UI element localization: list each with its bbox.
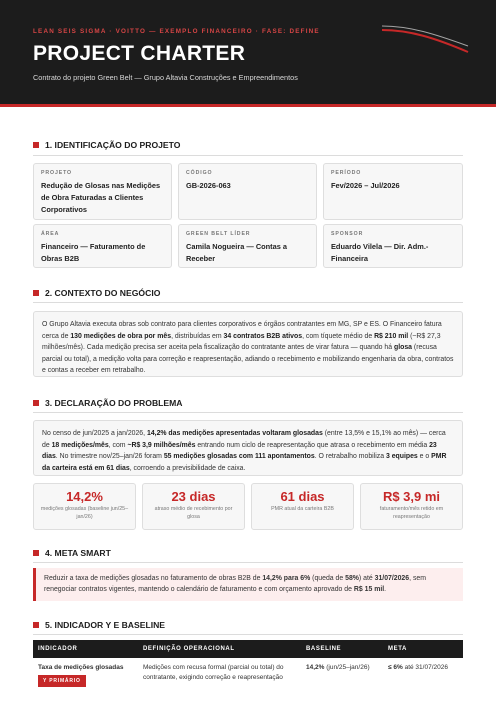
body-text: Reduzir a taxa de medições glosadas no faturamento de obras B2B de — [44, 575, 263, 582]
card-value: GB-2026-063 — [186, 181, 231, 190]
baseline-period: (jun/25–jan/26) — [324, 664, 370, 671]
card-label: SPONSOR — [331, 231, 364, 237]
card-label: PERÍODO — [331, 170, 362, 176]
body-text: entrando num ciclo de reapresentação que atrasa o recebimento em média — [195, 441, 430, 449]
emphasis-text: ~R$ 3,9 milhões/mês — [127, 441, 196, 449]
table-row — [33, 658, 463, 692]
section-title-text: 1. IDENTIFICAÇÃO DO PROJETO — [45, 140, 181, 150]
section-title-text: 5. INDICADOR Y E BASELINE — [45, 620, 166, 630]
indicator-name: Taxa de medições glosadas — [38, 664, 124, 671]
body-text: (recusa parcial ou total), a medição volta para correção e reapresentação, adiando o recebimento e mobilizando engenharia da obra, contratos e contas a receber em retrabalho. — [42, 344, 454, 375]
emphasis-text: 14,2% para 6% — [262, 575, 311, 582]
kpi-card-delay — [142, 483, 245, 530]
kpi-caption: atraso médio de recebimento por glosa — [154, 506, 233, 520]
body-text: . O retrabalho mobiliza — [314, 453, 386, 461]
section-title-text: 2. CONTEXTO DO NEGÓCIO — [45, 288, 161, 298]
section-marker-icon — [33, 290, 39, 296]
emphasis-text: 18 medições/mês — [51, 441, 109, 449]
body-text: (~R$ 27,3 milhões/mês). Cada medição precisa ser aceita pela fiscalização do contratante antes de virar fatura — quando há — [42, 332, 441, 352]
card-periodo — [323, 163, 463, 220]
goal-deadline: até 31/07/2026 — [402, 664, 448, 671]
kpi-card-retained — [360, 483, 463, 530]
kpi-caption: medições glosadas (baseline jun/25–jan/26) — [40, 506, 129, 520]
card-projeto — [33, 163, 172, 220]
card-value: Fev/2026 – Jul/2026 — [331, 181, 400, 190]
emphasis-text: 130 medições de obra por mês — [70, 332, 172, 340]
kpi-caption: faturamento/mês retido em reapresentação — [379, 506, 444, 520]
table-cell-indicator — [33, 658, 138, 692]
section-marker-icon — [33, 400, 39, 406]
emphasis-text: R$ 15 mil — [353, 586, 385, 593]
body-text: No censo de jun/2025 a jan/2026, — [42, 430, 147, 437]
page-title: PROJECT CHARTER — [33, 42, 246, 65]
card-label: PROJETO — [41, 170, 72, 176]
body-text: , com tíquete médio de — [302, 332, 375, 340]
card-value: Redução de Glosas nas Medições de Obra Faturadas a Clientes Corporativos — [41, 181, 161, 214]
card-green-belt — [178, 224, 317, 268]
table-cell-baseline — [301, 658, 383, 692]
kpi-card-pmr — [251, 483, 354, 530]
body-text: (queda de — [310, 575, 346, 582]
kpi-value: 61 dias — [280, 489, 325, 504]
decorative-curve-icon — [380, 24, 470, 54]
card-value: Camila Nogueira — Contas a Receber — [186, 242, 288, 263]
body-text: , distribuídas em — [171, 332, 224, 340]
body-text: , sem renegociar contratos vigentes, mantendo o calendário de faturamento e com orçamento aprovado de — [44, 575, 426, 593]
card-label: CÓDIGO — [186, 170, 213, 176]
body-text: . No trimestre nov/25–jan/26 foram — [55, 453, 164, 461]
table-header-definicao: DEFINIÇÃO OPERACIONAL — [138, 640, 301, 658]
section-title-goal — [33, 548, 111, 558]
body-text: (entre 13,5% e 15,1% ao mês) — cerca de — [42, 430, 446, 449]
kpi-caption: PMR atual da carteira B2B — [271, 506, 334, 512]
section-title-text: 3. DECLARAÇÃO DO PROBLEMA — [45, 398, 183, 408]
kpi-value: 23 dias — [171, 489, 216, 504]
problem-paragraph — [33, 420, 463, 476]
emphasis-text: R$ 210 mil — [374, 332, 409, 340]
section-title-context — [33, 288, 160, 298]
table-cell-definition: Medições com recusa formal (parcial ou total) do contratante, exigindo correção e reapresentação — [143, 664, 284, 681]
body-text: e o — [417, 453, 432, 461]
page-subtitle: Contrato do projeto Green Belt — Grupo Altavia Construções e Empreendimentos — [33, 73, 298, 82]
kpi-card-glosa-rate — [33, 483, 136, 530]
indicator-table — [33, 640, 463, 692]
section-divider — [33, 634, 463, 635]
section-title-indicator — [33, 620, 165, 630]
section-title-identification — [33, 140, 180, 150]
table-cell-goal — [383, 658, 463, 692]
card-value: Eduardo Vilela — Dir. Adm.-Financeira — [331, 242, 429, 263]
section-title-text: 4. META SMART — [45, 548, 111, 558]
goal-value: ≤ 6% — [388, 664, 403, 671]
header-accent-line — [0, 104, 496, 107]
emphasis-text: 14,2% das medições apresentadas voltaram glosadas — [146, 430, 323, 437]
table-header-meta: META — [383, 640, 463, 658]
kpi-value: 14,2% — [66, 489, 103, 504]
baseline-value: 14,2% — [306, 664, 325, 671]
section-divider — [33, 562, 463, 563]
emphasis-text: glosa — [394, 344, 412, 352]
card-label: GREEN BELT LÍDER — [186, 231, 251, 237]
context-paragraph — [33, 311, 463, 377]
card-codigo — [178, 163, 317, 220]
section-marker-icon — [33, 142, 39, 148]
emphasis-text: 3 equipes — [385, 453, 418, 461]
section-divider — [33, 155, 463, 156]
body-text: O Grupo Altavia executa obras sob contrato para clientes corporativos e órgãos contratantes em MG, SP e ES. O Financeiro fatura cerca de — [42, 321, 442, 340]
card-value: Financeiro — Faturamento de Obras B2B — [41, 242, 146, 263]
emphasis-text: 55 medições glosadas com 111 apontamentos — [163, 453, 315, 461]
primary-y-badge: Y PRIMÁRIO — [38, 675, 86, 687]
table-header-row — [33, 640, 463, 658]
card-area — [33, 224, 172, 268]
body-text: . — [384, 586, 387, 593]
card-sponsor — [323, 224, 463, 268]
emphasis-text: 34 contratos B2B ativos — [223, 332, 303, 340]
emphasis-text: 23 dias — [42, 441, 437, 461]
emphasis-text: 31/07/2026 — [374, 575, 410, 582]
section-marker-icon — [33, 550, 39, 556]
section-marker-icon — [33, 622, 39, 628]
body-text: , corroendo a previsibilidade de caixa. — [129, 464, 246, 472]
kpi-value: R$ 3,9 mi — [382, 489, 441, 504]
body-text: ) até — [358, 575, 375, 582]
section-divider — [33, 302, 463, 303]
card-label: ÁREA — [41, 231, 60, 237]
header — [0, 0, 496, 104]
header-eyebrow: LEAN SEIS SIGMA · VOITTO — EXEMPLO FINANCEIRO · FASE: DEFINE — [33, 28, 320, 35]
section-divider — [33, 412, 463, 413]
section-title-problem — [33, 398, 183, 408]
emphasis-text: PMR da carteira está em 61 dias — [42, 453, 447, 472]
smart-goal-box — [33, 568, 463, 601]
emphasis-text: 58% — [345, 575, 359, 582]
table-header-indicador: INDICADOR — [33, 640, 138, 658]
body-text: , com — [108, 441, 128, 449]
table-header-baseline: BASELINE — [301, 640, 383, 658]
